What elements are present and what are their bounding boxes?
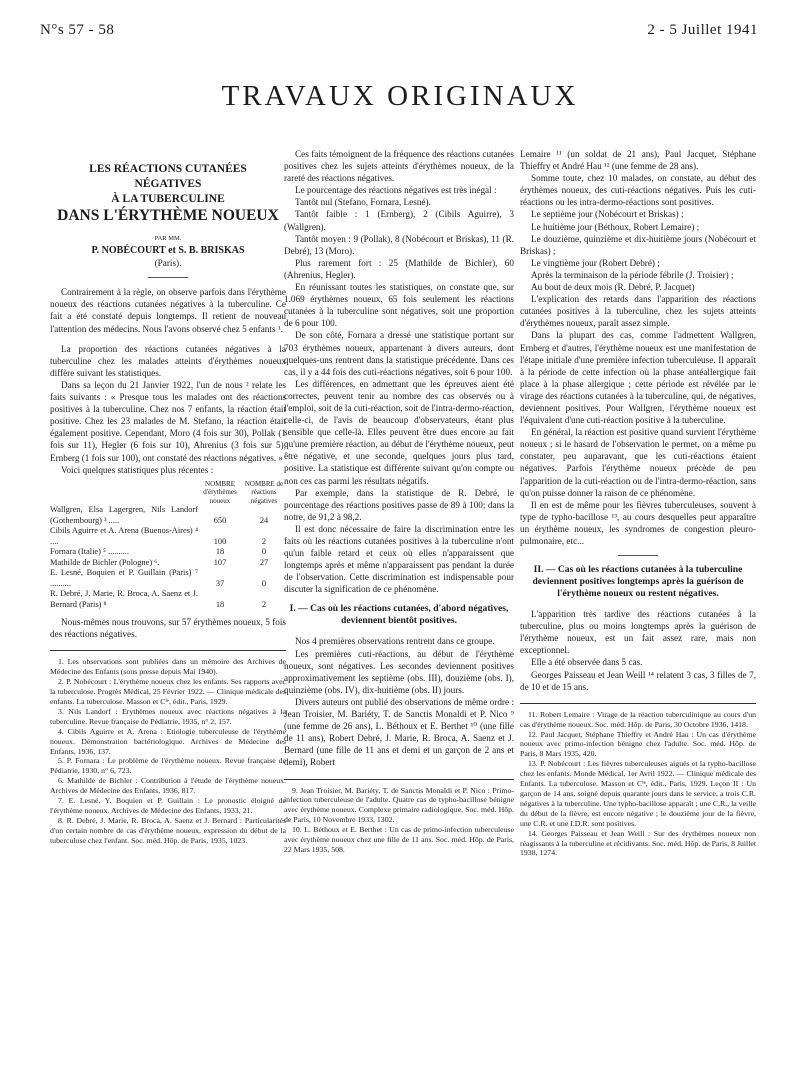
table-row <box>50 568 286 589</box>
footnote: 1. Les observations sont publiées dans un mémoire des Archives de Médecine des Enfants (sous presse depuis Mai 1940). <box>50 657 286 677</box>
table-row <box>50 547 286 558</box>
divider <box>618 555 658 556</box>
footnote: 8. R. Debré, J. Marie, R. Broca, A. Saenz et J. Bernard : Particularités d'un certain nombre de cas d'érythème noueux, expression du début de la tuberculose chez l'enfant. Soc. méd. Hôp. de Paris, 1935, 1023. <box>50 815 286 845</box>
paragraph: Nous-mêmes nous trouvons, sur 57 érythèmes noueux, 5 fois des réactions négatives. <box>50 617 286 640</box>
table-row <box>50 526 286 547</box>
paragraph: Elle a été observée dans 5 cas. <box>531 657 643 668</box>
paragraph: Les premières cuti-réactions, au début de l'érythème noueux, sont négatives. Les secondes deviennent positives approximativement les septième (obs. III), douzième (obs. I), quinzième (obs. IV), dix-huitième (obs. II) jours. <box>284 648 514 695</box>
paragraph: Contrairement à la règle, on observe parfois dans l'érythème noueux des réactions cutanées négatives à la tuberculine. Ce fait a été constaté depuis longtemps. Il retient de nouveau l'attention des médecins. Nous l'avons observé chez 5 enfants ¹. <box>50 287 286 334</box>
footnote: 3. Nils Landorf : Erythèmes noueux avec réactions négatives à la tuberculine. Revue française de Pédiatrie, 1935, n° 2, 157. <box>50 706 286 726</box>
paragraph: Le pourcentage des réactions négatives est très inégal : <box>295 185 497 196</box>
section-heading: I. — Cas où les réactions cutanées, d'abord négatives, deviennent bientôt positives. <box>289 603 509 627</box>
paragraph: Il est donc nécessaire de faire la discrimination entre les faits où les réactions cutanées positives à la tuberculine n'ont qu'un faible retard et ceux où elles n'apparaissent que longtemps après et même n'apparaissent pas pendant la durée de l'observation. Cette discrimination est indispensable pour discuter la signification de ce phénomène. <box>284 523 514 595</box>
section-heading: II. — Cas où les réactions cutanées à la tuberculine deviennent positives longtemps après la guérison de l'érythème noueux ou restent négatives. <box>532 564 744 600</box>
footnote: 10. L. Béthoux et E. Berthet : Un cas de primo-infection tuberculeuse avec érythème noueux chez une fille de 11 ans. Soc. méd. Hôp. de Paris, 22 Mars 1935, 508. <box>284 825 514 854</box>
footnote: 6. Mathilde de Bichler : Contribution à l'étude de l'érythème noueux. Archives de Médecine des Enfants, 1936, 817. <box>50 776 286 796</box>
table-cell: Wallgren, Elsa Lagergren, Nils Landorf (Gothembourg) ³ ..... <box>50 505 198 525</box>
paragraph: L'apparition très tardive des réactions cutanées à la tuberculine, plus ou moins longtemps après la guérison de l'érythème noueux, est un fait assez rare, mais non exceptionnel. <box>520 609 756 656</box>
paragraph: La proportion des réactions cutanées négatives à la tuberculine chez les malades atteints d'érythèmes noueux diffère suivant les statistiques. <box>50 343 286 378</box>
table-cell: Cibils Aguirre et A. Arena (Buenos-Aires) ⁴ .... <box>50 526 198 546</box>
table-cell: R. Debré, J. Marie, R. Broca, A. Saenz et J. Bernard (Paris) ⁸ <box>50 589 198 609</box>
table-row <box>50 558 286 569</box>
paragraph: Nos 4 premières observations rentrent dans ce groupe. <box>295 636 495 647</box>
column-3 <box>520 148 756 858</box>
table-cell: 2 <box>261 599 267 609</box>
footnote: 13. P. Nobécourt : Les fièvres tuberculeuses aiguës et la typho-bacillose chez les enfants. Monde Médical, 1er Avril 1922. — Clinique médicale des Enfants. La tuberculose. Masson et Cⁱᵉ, édit., Paris, 1929. Leçon II : Un garçon de 14 ans, soigné depuis quarante jours dans le service, a trois C.R. négatives à la tuberculine. Une typho-bacillose apparaît ; une C.R., la veille du début de la fièvre, est encore négative ; le douzième jour de la fièvre, une C.R. et une I.D.R. sont positives. <box>520 759 756 828</box>
table-cell: 100 <box>213 536 227 546</box>
table-cell: 0 <box>261 547 267 557</box>
column-2 <box>284 148 514 855</box>
table-cell: 18 <box>215 547 225 557</box>
paragraph: Lemaire ¹¹ (un soldat de 21 ans), Paul Jacquet, Stéphane Thieffry et André Hau ¹² (une femme de 28 ans). <box>520 149 756 172</box>
list-item: Le huitième jour (Béthoux, Robert Lemaire) ; <box>531 221 700 232</box>
table-cell: 0 <box>261 578 267 588</box>
table-cell: 2 <box>261 536 267 546</box>
table-row <box>50 589 286 610</box>
table-cell: 37 <box>215 578 225 588</box>
table-header-cell: NOMBRE d'érythèmes noueux <box>203 479 237 505</box>
list-item: Tantôt nul (Stefano, Fornara, Lesné). <box>295 197 431 208</box>
list-item: Après la terminaison de la période fébrile (J. Troisier) ; <box>531 269 734 280</box>
footnotes <box>284 786 514 855</box>
list-item: Le douzième, quinzième et dix-huitième jours (Nobécourt et Briskas) ; <box>520 233 756 256</box>
footnote: 5. P. Fornara : Le problème de l'érythème noueux. Revue française de Pédiatrie, 1930, n° 6, 723. <box>50 756 286 776</box>
table-cell: 650 <box>213 515 227 525</box>
table-header-row <box>50 480 286 506</box>
table-cell: Fornara (Italie) ⁵ .......... <box>50 547 129 557</box>
paragraph: Dans sa leçon du 21 Janvier 1922, l'un de nous ² relate les faits suivants : « Presque tous les malades ont des réactions positives à la tuberculine. Chez nos 7 enfants, la réaction était positive. Chez les 23 malades de M. Stefano, la réaction était également positive. Cependant, Moro (4 fois sur 30), Pollak (1 fois sur 11), Hegler (6 fois sur 10), Ahrenius (3 fois sur 5), Ernberg (1 fois sur 100), ont constaté des réactions négatives. » <box>50 379 286 463</box>
article-title-line2: NÉGATIVES <box>134 178 202 190</box>
issue-date: 2 - 5 Juillet 1941 <box>647 22 758 38</box>
table-cell: 27 <box>259 557 269 567</box>
issue-number: N°s 57 - 58 <box>40 22 115 38</box>
list-item: Le septième jour (Nobécourt et Briskas) ; <box>531 209 684 220</box>
paragraph: Il en est de même pour les fièvres tuberculeuses, souvent à type de typho-bacillose ¹³, au cours desquelles peut apparaître un érythème noueux, les syndromes de congestion pleuro-pulmonaire, etc... <box>520 499 756 546</box>
footnote: 2. P. Nobécourt : L'érythème noueux chez les enfants. Ses rapports avec la tuberculose. Progrès Médical, 25 Février 1922. — Clinique médicale des enfants. La tuberculose. Masson et Cⁱᵉ, édit., Paris, 1929. <box>50 677 286 706</box>
footnote-divider <box>520 703 756 704</box>
article-city: (Paris). <box>154 258 182 269</box>
paragraph: Divers auteurs ont publié des observations de même ordre : Jean Troisier, M. Bariéty, T. de Sanctis Monaldi et P. Nico ⁹ (une femme de 26 ans), L. Béthoux et E. Berthet ¹⁰ (une fille de 11 ans), Robert Debré, J. Marie, R. Broca, A. Saenz et J. Bernard (une fille de 11 ans et demi et un garçon de 2 ans et demi), Robert <box>284 696 514 768</box>
footnote-divider <box>50 650 286 651</box>
paragraph: L'explication des retards dans l'apparition des réactions cutanées positives à la tuberculine, chez les sujets atteints d'érythèmes noueux, paraît assez simple. <box>520 294 756 329</box>
paragraph: De son côté, Fornara a dressé une statistique portant sur 703 érythèmes noueux, appartenant à divers auteurs, dont quelques-uns rentrent dans la statistique précédente. Dans ces cas, il y a 44 fois des cuti-réactions négatives, soit 6 pour 100. <box>284 330 514 377</box>
section-banner: TRAVAUX ORIGINAUX <box>221 80 579 112</box>
paragraph: Dans la plupart des cas, comme l'admettent Wallgren, Ernberg et d'autres, l'érythème noueux est une manifestation de l'étape initiale d'une première infection tuberculeuse. Il apparaît à la période de cette infection où la phase antéallergique fait place à la phase allergique ; cette période est révélée par le virage des réactions cutanées à la tuberculine, qui, de négatives, deviennent positives. Pour Wallgren, l'érythème noueux est l'équivalent d'une cuti-réaction positive à la tuberculine. <box>520 330 756 426</box>
table-cell: 18 <box>215 599 225 609</box>
statistics-table <box>50 480 286 611</box>
list-item: Plus rarement fort : 25 (Mathilde de Bichler), 60 (Ahrenius, Hegler). <box>284 257 514 280</box>
list-item: Tantôt moyen : 9 (Pollak), 8 (Nobécourt et Briskas), 11 (R. Debré), 13 (Moro). <box>284 233 514 256</box>
divider <box>148 277 188 278</box>
table-cell: E. Lesné, Boquien et P. Guillain (Paris) ⁷ .......... <box>50 568 198 588</box>
column-1 <box>50 148 286 846</box>
footnote: 9. Jean Troisier, M. Bariéty, T. de Sanctis Monaldi et P. Nico : Primo-infection tuberculeuse de l'adulte. Quatre cas de typho-bacillose bénigne avec érythème noueux. Complexe primaire radiologique. Soc. méd. Hôp. de Paris, 10 Novembre 1933, 1302. <box>284 785 514 825</box>
article-title-line1: LES RÉACTIONS CUTANÉES <box>89 163 247 175</box>
paragraph: En réunissant toutes les statistiques, on constate que, sur 1.069 érythèmes noueux, 65 fois seulement les réactions cutanées à la tuberculine sont négatives, soit une proportion de 6 pour 100. <box>284 282 514 329</box>
footnotes <box>520 710 756 859</box>
footnote: 7. E. Lesné, Y. Boquien et P. Guillain : Le pronostic éloigné de l'érythème noueux. Archives de Médecine des Enfants, 1933, 21. <box>50 796 286 815</box>
footnote: 12. Paul Jacquet, Stéphane Thieffry et André Hau : Un cas d'érythème noueux avec primo-infection bénigne chez l'adulte. Soc. méd. Hôp. de Paris, 8 Mars 1935, 420. <box>520 729 756 759</box>
footnote: 14. Georges Paisseau et Jean Weill : Sur des érythèmes noueux non réagissants à la tuberculine et récidivants. Soc. méd. Hôp. de Paris, 8 Juillet 1938, 1274. <box>520 828 756 858</box>
table-cell: 107 <box>213 557 227 567</box>
by-line-label: PAR MM. <box>154 235 182 242</box>
list-item: Tantôt faible : 1 (Ernberg), 2 (Cibils Aguirre), 3 (Wallgren). <box>284 209 514 232</box>
article-title-line3: À LA TUBERCULINE <box>111 193 225 205</box>
paragraph: Par exemple, dans la statistique de R. Debré, le pourcentage des réactions positives passe de 89 à 100; dans la notre, de 91,2 à 98,2. <box>284 487 514 522</box>
table-row <box>50 505 286 526</box>
paragraph: Voici quelques statistiques plus récentes : <box>61 464 214 475</box>
paragraph: Ces faits témoignent de la fréquence des réactions cutanées positives chez les sujets atteints d'érythèmes noueux, de la rareté des réactions négatives. <box>284 149 514 184</box>
article-authors: P. NOBÉCOURT et S. B. BRISKAS <box>91 245 245 257</box>
list-item: Au bout de deux mois (R. Debré, P. Jacquet) <box>531 282 695 293</box>
footnote-divider <box>284 779 514 780</box>
footnote: 11. Robert Lemaire : Virage de la réaction tuberculinique au cours d'un cas d'érythème noueux. Soc. méd. Hôp. de Paris, 30 Octobre 1936, 1418. <box>520 709 756 729</box>
footnote: 4. Cibils Aguirre et A. Arena : Etiologie tuberculeuse de l'érythème noueux. Démonstration bactériologique. Archives de Médecine des Enfants, 1936, 137. <box>50 726 286 756</box>
paragraph: Somme toute, chez 10 malades, on constate, au début des érythèmes noueux, des cuti-réactions négatives. Puis les cuti-réactions ou les intra-dermo-réactions sont positives. <box>520 173 756 208</box>
list-item: Le vingtième jour (Robert Debré) ; <box>531 257 660 268</box>
table-header-cell: NOMBRE de réactions négatives <box>244 479 284 505</box>
table-cell: 24 <box>259 515 269 525</box>
paragraph: Les différences, en admettant que les épreuves aient été correctes, peuvent tenir au nombre des cas observés ou à l'emploi, soit de la cuti-réaction, soit de l'intra-dermo-réaction, celle-ci, de l'avis de beaucoup d'observateurs, étant plus sensible que celle-là. Elles peuvent être dues encore au fait qu'une première réaction, au début de l'érythème noueux, peut être négative, et une seconde, quelques jours plus tard, positive. La statistique est différente suivant qu'on compte ou non ces cas parmi les résultats négatifs. <box>284 378 514 486</box>
paragraph: En général, la réaction est positive quand survient l'érythème noueux ; si le hasard de l'observation le permet, on a même pu constater, peu auparavant, que les cuti-réactions étaient négatives. Parfois l'érythème noueux précède de peu l'apparition de la cuti-réaction ou de l'intra-dermo-réaction, sans qu'on puisse donner la raison de ce phénomène. <box>520 427 756 498</box>
article-title-line4: DANS L'ÉRYTHÈME NOUEUX <box>57 207 279 224</box>
footnotes <box>50 657 286 845</box>
paragraph: Georges Paisseau et Jean Weill ¹⁴ relatent 3 cas, 3 filles de 7, de 10 et de 15 ans. <box>520 669 756 692</box>
table-cell: Mathilde de Bichler (Pologne) ⁶. <box>50 557 160 567</box>
